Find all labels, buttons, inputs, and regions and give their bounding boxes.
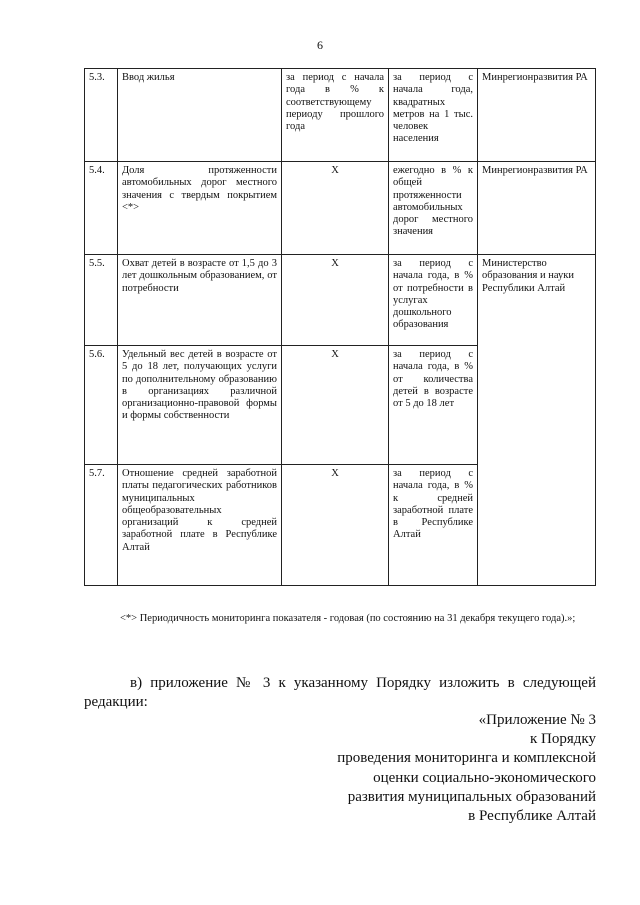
table-row (85, 162, 596, 255)
indicator-period: Х (282, 162, 389, 255)
indicator-name: Отношение средней заработной платы педагогических работников муниципальных общеобразовательных организаций к средней заработной плате в Республике Алтай (118, 465, 282, 586)
page-number: 6 (317, 38, 323, 52)
indicators-table (84, 68, 596, 586)
amendment-paragraph: в) приложение № 3 к указанному Порядку изложить в следующей редакции: (84, 675, 596, 710)
indicator-period: за период с начала года в % к соответствующему периоду прошлого года (282, 69, 389, 162)
footnote: <*> Периодичность мониторинга показателя - годовая (по состоянию на 31 декабря текущего года).»; (120, 613, 576, 624)
indicator-name: Доля протяженности автомобильных дорог местного значения с твердым покрытием <*> (118, 162, 282, 255)
row-number: 5.7. (85, 465, 118, 586)
responsible-body: Министерство образования и науки Республики Алтай (478, 255, 596, 586)
table-row (85, 255, 596, 346)
responsible-body: Минрегионразвития РА (478, 69, 596, 162)
appendix-heading-line: проведения мониторинга и комплексной (337, 750, 596, 767)
indicator-unit: ежегодно в % к общей протяженности автомобильных дорог местного значения (389, 162, 478, 255)
row-number: 5.6. (85, 346, 118, 465)
appendix-heading-line: оценки социально-экономического (373, 769, 596, 786)
indicator-unit: за период с начала года, в % от потребности в услугах дошкольного образования (389, 255, 478, 346)
row-number: 5.3. (85, 69, 118, 162)
appendix-heading-line: в Республике Алтай (468, 808, 596, 825)
indicator-name: Охват детей в возрасте от 1,5 до 3 лет дошкольным образованием, от потребности (118, 255, 282, 346)
indicator-name: Ввод жилья (118, 69, 282, 162)
appendix-heading-line: развития муниципальных образований (347, 788, 596, 805)
indicator-period: Х (282, 346, 389, 465)
appendix-heading-line: к Порядку (530, 731, 596, 748)
appendix-heading (196, 711, 596, 826)
row-number: 5.4. (85, 162, 118, 255)
row-number: 5.5. (85, 255, 118, 346)
indicator-period: Х (282, 255, 389, 346)
indicator-unit: за период с начала года, квадратных метров на 1 тыс. человек населения (389, 69, 478, 162)
indicator-unit: за период с начала года, в % к средней заработной плате в Республике Алтай (389, 465, 478, 586)
indicator-name: Удельный вес детей в возрасте от 5 до 18 лет, получающих услуги по дополнительному образованию в организациях различной организационно-правовой формы и формы собственности (118, 346, 282, 465)
appendix-heading-line: «Приложение № 3 (478, 712, 596, 728)
indicator-period: Х (282, 465, 389, 586)
indicator-unit: за период с начала года, в % от количества детей в возрасте от 5 до 18 лет (389, 346, 478, 465)
table-row (85, 69, 596, 162)
responsible-body: Минрегионразвития РА (478, 162, 596, 255)
